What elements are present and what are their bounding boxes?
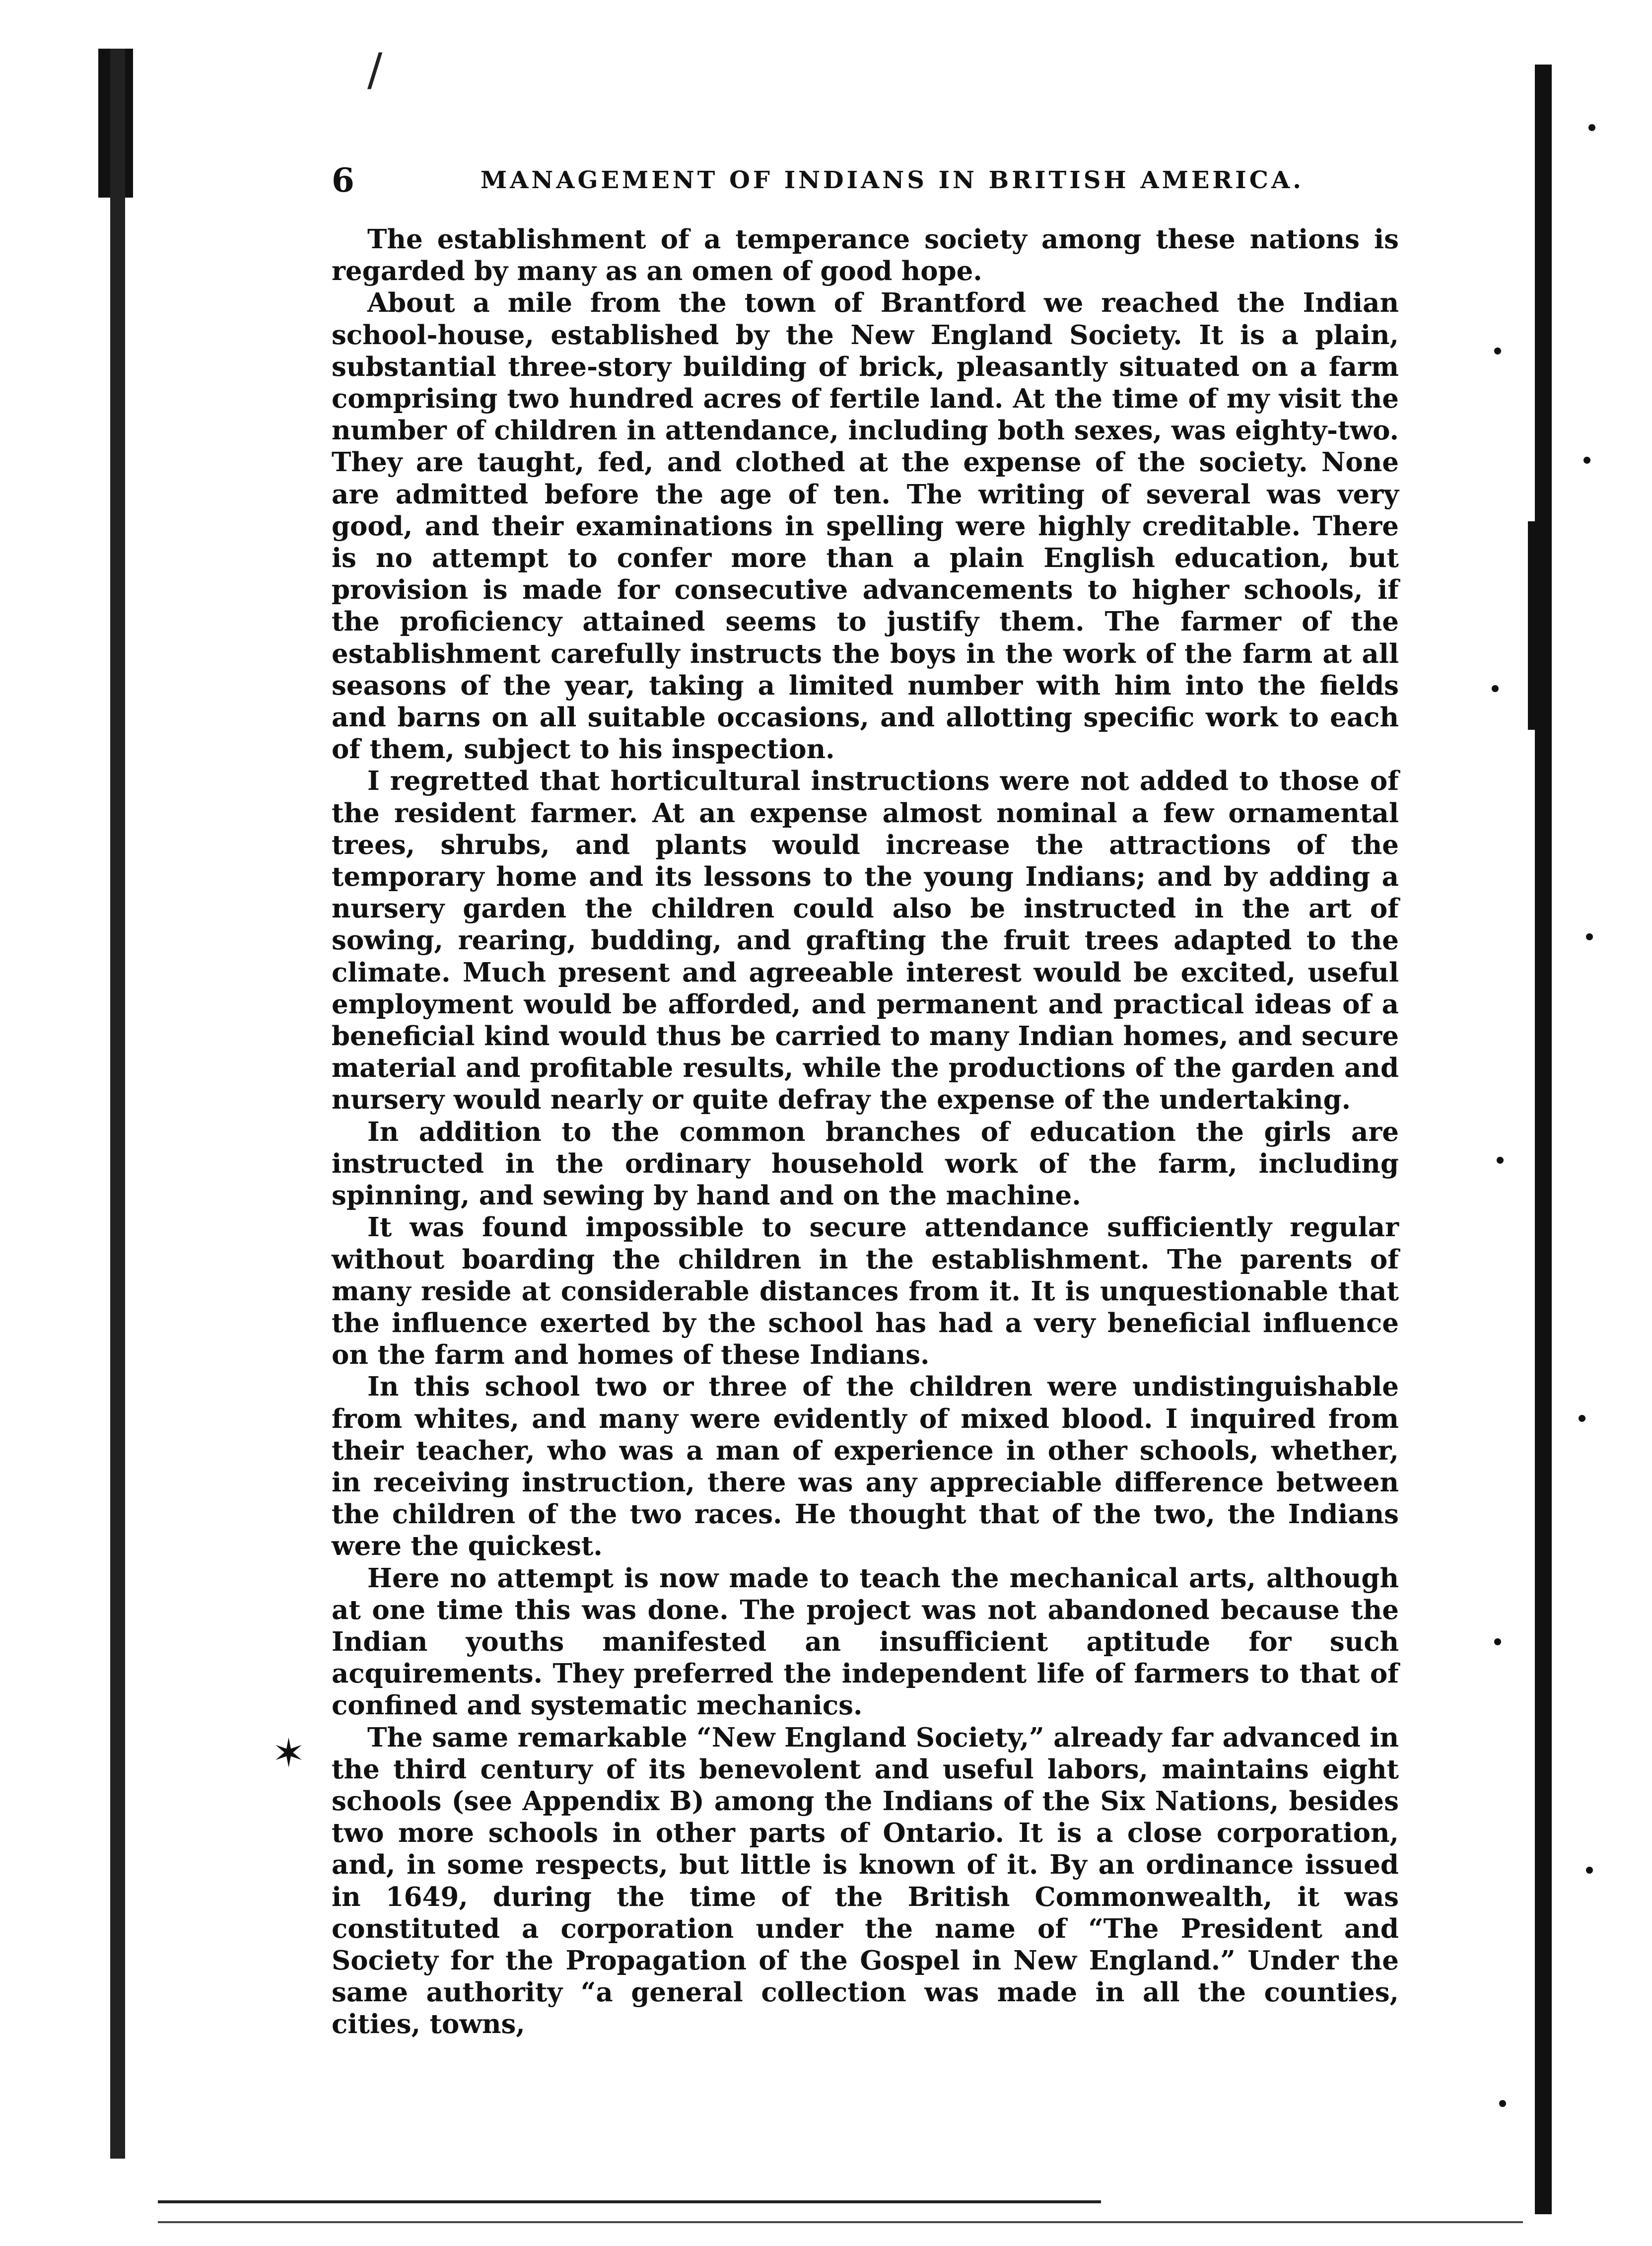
scan-speck xyxy=(1579,1415,1585,1422)
scan-edge-shadow-left xyxy=(110,49,125,2159)
scan-speck xyxy=(1586,1867,1593,1874)
bottom-rule xyxy=(158,2200,1101,2203)
paragraph: It was found impossible to secure attendance sufficiently regular without boarding the children in the establishment. The parents of many reside at considerable distances from it. It is unquestionable that the influence exerted by the school has had a very beneficial influence on the farm and homes of these Indians. xyxy=(332,1212,1399,1371)
running-head: MANAGEMENT OF INDIANS IN BRITISH AMERICA. xyxy=(481,166,1304,194)
top-pencil-stroke: / xyxy=(367,44,383,96)
paragraph: In this school two or three of the children were undistinguishable from whites, and many were evidently of mixed blood. I inquired from their teacher, who was a man of experience in other schools, whether, in receiving instruction, there was any appreciable difference between the children of the two races. He thought that of the two, the Indians were the quickest. xyxy=(332,1371,1399,1562)
paragraph: Here no attempt is now made to teach the mechanical arts, although at one time this was done. The project was not abandoned because the Indian youths manifested an insufficient aptitude for such acquirements. They preferred the independent life of farmers to that of confined and systematic mechanics. xyxy=(332,1562,1399,1721)
paragraph: In addition to the common branches of education the girls are instructed in the ordinary household work of the farm, including spinning, and sewing by hand and on the machine. xyxy=(332,1116,1399,1211)
scan-speck xyxy=(1494,1638,1501,1645)
page-header xyxy=(332,158,1305,203)
paragraph: About a mile from the town of Brantford we reached the Indian school-house, established by the New England Society. It is a plain, substantial three-story building of brick, pleasantly situated on a farm comprising two hundred acres of fertile land. At the time of my visit the number of children in attendance, including both sexes, was eighty-two. They are taught, fed, and clothed at the expense of the society. None are admitted before the age of ten. The writing of several was very good, and their examinations in spelling were highly creditable. There is no attempt to confer more than a plain English education, but provision is made for consecutive advancements to higher schools, if the proficiency attained seems to justify them. The farmer of the establishment carefully instructs the boys in the work of the farm at all seasons of the year, taking a limited number with him into the fields and barns on all suitable occasions, and allotting specific work to each of them, subject to his inspection. xyxy=(332,287,1399,765)
scan-speck xyxy=(1497,1157,1504,1164)
scan-speck xyxy=(1588,124,1595,131)
scan-edge-shadow-right xyxy=(1535,65,1552,2214)
scan-speck xyxy=(1494,348,1501,354)
scan-speck xyxy=(1499,2100,1506,2107)
scan-speck xyxy=(1492,685,1499,692)
paragraph: The same remarkable “New England Society,” already far advanced in the third century of its benevolent and useful labors, maintains eight schools (see Appendix B) among the Indians of the Six Nations, besides two more schools in other parts of Ontario. It is a close corporation, and, in some respects, but little is known of it. By an ordinance issued in 1649, during the time of the British Commonwealth, it was constituted a corporation under the name of “The President and Society for the Propagation of the Gospel in New England.” Under the same authority “a general collection was made in all the counties, cities, towns, xyxy=(332,1722,1399,2040)
page-number: 6 xyxy=(332,161,354,200)
paragraph: I regretted that horticultural instructions were not added to those of the resident farmer. At an expense almost nominal a few ornamental trees, shrubs, and plants would increase the attractions of the temporary home and its lessons to the young Indians; and by adding a nursery garden the children could also be instructed in the art of sowing, rearing, budding, and grafting the fruit trees adapted to the climate. Much present and agreeable interest would be excited, useful employment would be afforded, and permanent and practical ideas of a beneficial kind would thus be carried to many Indian homes, and secure material and profitable results, while the productions of the garden and nursery would nearly or quite defray the expense of the undertaking. xyxy=(332,766,1399,1116)
scan-speck xyxy=(1583,457,1590,464)
body-text xyxy=(332,223,1399,2040)
scan-edge-shadow-right-bulge xyxy=(1528,521,1546,730)
paragraph: The establishment of a temperance society among these nations is regarded by many as an omen of good hope. xyxy=(332,224,1399,287)
margin-asterisk-annotation: ✶ xyxy=(272,1730,306,1776)
scan-speck xyxy=(1586,933,1593,940)
bottom-rule-lower xyxy=(158,2221,1523,2223)
